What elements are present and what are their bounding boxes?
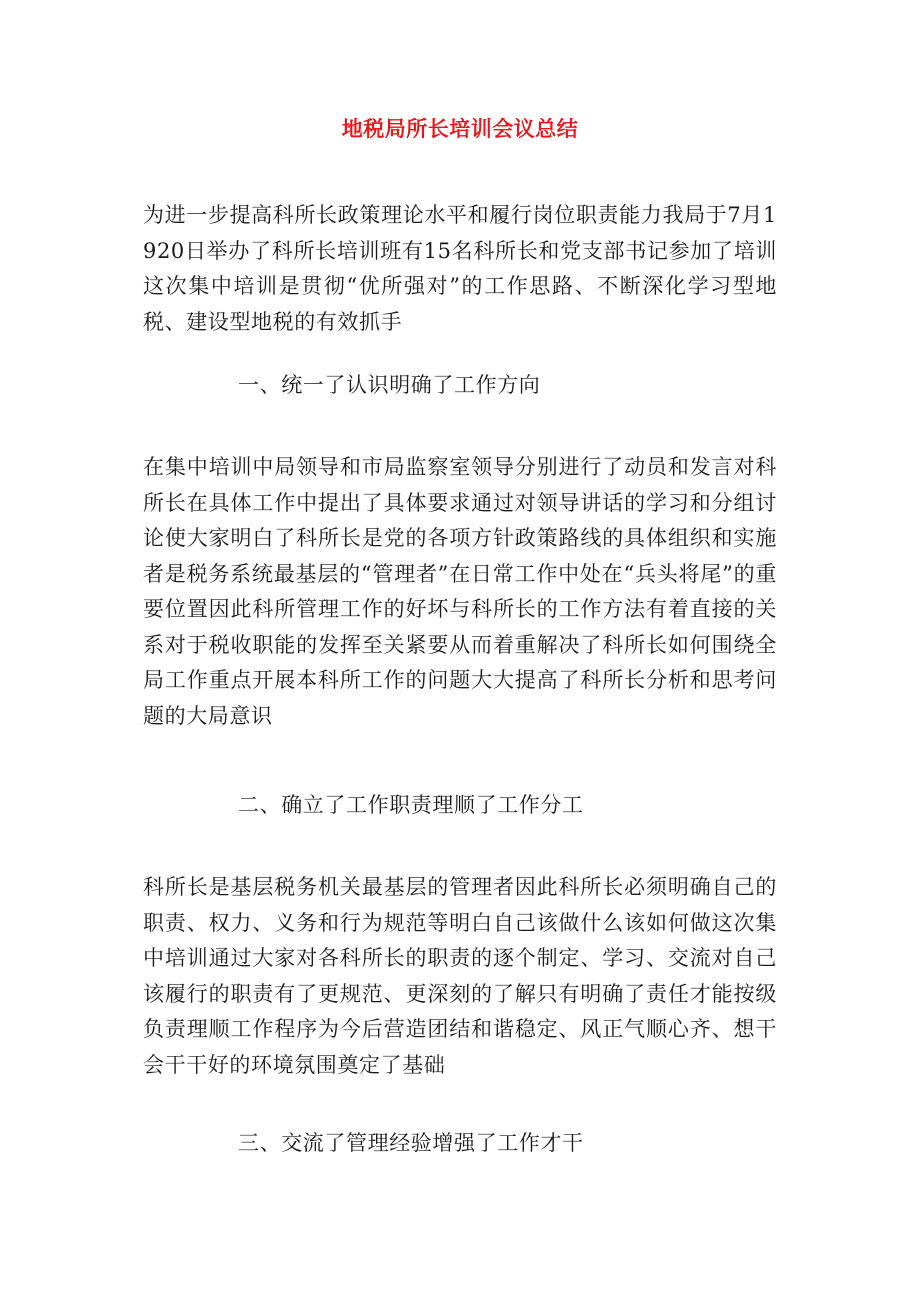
paragraph-intro: 为进一步提高科所长政策理论水平和履行岗位职责能力我局于7月1920日举办了科所长培训班有15名科所长和党支部书记参加了培训这次集中培训是贯彻“优所强对”的工作思路、不断深化学习型地税、建设型地税的有效抓手 <box>143 203 777 334</box>
section-heading-1: 一、统一了认识明确了工作方向 <box>238 373 541 397</box>
paragraph-section-2: 科所长是基层税务机关最基层的管理者因此科所长必须明确自己的职责、权力、义务和行为规范等明白自己该做什么该如何做这次集中培训通过大家对各科所长的职责的逐个制定、学习、交流对自己该履行的职责有了更规范、更深刻的了解只有明确了责任才能按级负责理顺工作程序为今后营造团结和谐稳定、风正气顺心齐、想干会干干好的环境氛围奠定了基础 <box>143 875 777 1077</box>
document-title: 地税局所长培训会议总结 <box>341 117 579 141</box>
section-heading-3: 三、交流了管理经验增强了工作才干 <box>238 1131 584 1155</box>
section-heading-2: 二、确立了工作职责理顺了工作分工 <box>238 793 584 817</box>
paragraph-section-1: 在集中培训中局领导和市局监察室领导分别进行了动员和发言对科所长在具体工作中提出了具体要求通过对领导讲话的学习和分组讨论使大家明白了科所长是党的各项方针政策路线的具体组织和实施者是税务系统最基层的“管理者”在日常工作中处在“兵头将尾”的重要位置因此科所管理工作的好坏与科所长的工作方法有着直接的关系对于税收职能的发挥至关紧要从而着重解决了科所长如何围绕全局工作重点开展本科所工作的问题大大提高了科所长分析和思考问题的大局意识 <box>143 455 777 728</box>
